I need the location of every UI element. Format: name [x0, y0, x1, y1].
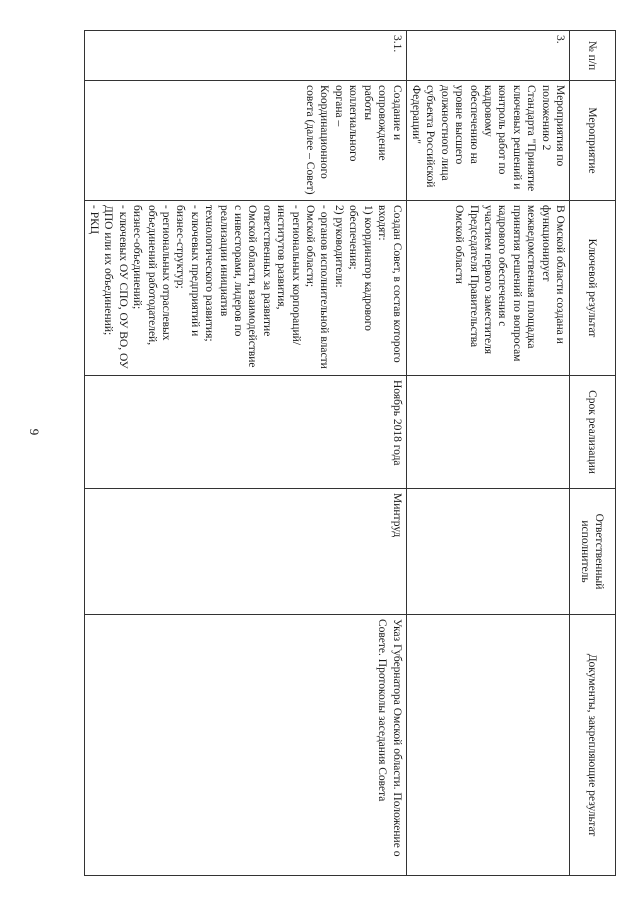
cell-executor — [406, 489, 569, 615]
table-row — [84, 31, 406, 876]
cell-term — [406, 376, 569, 489]
cell-documents: Указ Губернатора Омской области. Положение о Совете. Протоколы заседания Совета — [84, 615, 406, 876]
cell-key-result: Создан Совет, в состав которого входят: 1) координатор кадрового обеспечения; 2) руководители: - органов исполнительной власти Омской области; - региональных корпораций/институтов развития, ответственных за развитие Омской области, взаимодействие с инвесторами, лидеров по реализации инициатив технологического развития; - ключевых предприятий и бизнес-структур; - региональных отраслевых объединений работодателей, бизнес-объединений; - ключевых ОУ СПО, ОУ ВО, ОУ ДПО или их объединений; - РКЦ — [84, 201, 406, 376]
cell-number: 3.1. — [84, 31, 406, 81]
header-executor: Ответственный исполнитель — [570, 489, 616, 615]
header-documents: Документы, закрепляющие результат — [570, 615, 616, 876]
cell-executor: Минтруд — [84, 489, 406, 615]
table-header-row — [570, 31, 616, 876]
cell-key-result: В Омской области создана и функционирует межведомственная площадка принятия решений по вопросам кадрового обеспечения с участием первого заместителя Председателя Правительства Омской области — [406, 201, 569, 376]
header-key-result: Ключевой результат — [570, 201, 616, 376]
page-number: 9 — [27, 428, 42, 436]
cell-term: Ноябрь 2018 года — [84, 376, 406, 489]
cell-documents — [406, 615, 569, 876]
cell-event: Мероприятия по положению 2 Стандарта "Принятие ключевых решений и контроль работ по кадровому обеспечению на уровне высшего должностного лица субъекта Российской Федерации" — [406, 81, 569, 201]
header-term: Срок реализации — [570, 376, 616, 489]
plan-table — [84, 30, 616, 876]
cell-event: Создание и сопровождение работы коллегиального органа – Координационного совета (далее – Совет) — [84, 81, 406, 201]
table-row — [406, 31, 569, 876]
rotated-page-content — [88, 30, 616, 875]
header-number: № п/п — [570, 31, 616, 81]
cell-number: 3. — [406, 31, 569, 81]
header-event: Мероприятие — [570, 81, 616, 201]
